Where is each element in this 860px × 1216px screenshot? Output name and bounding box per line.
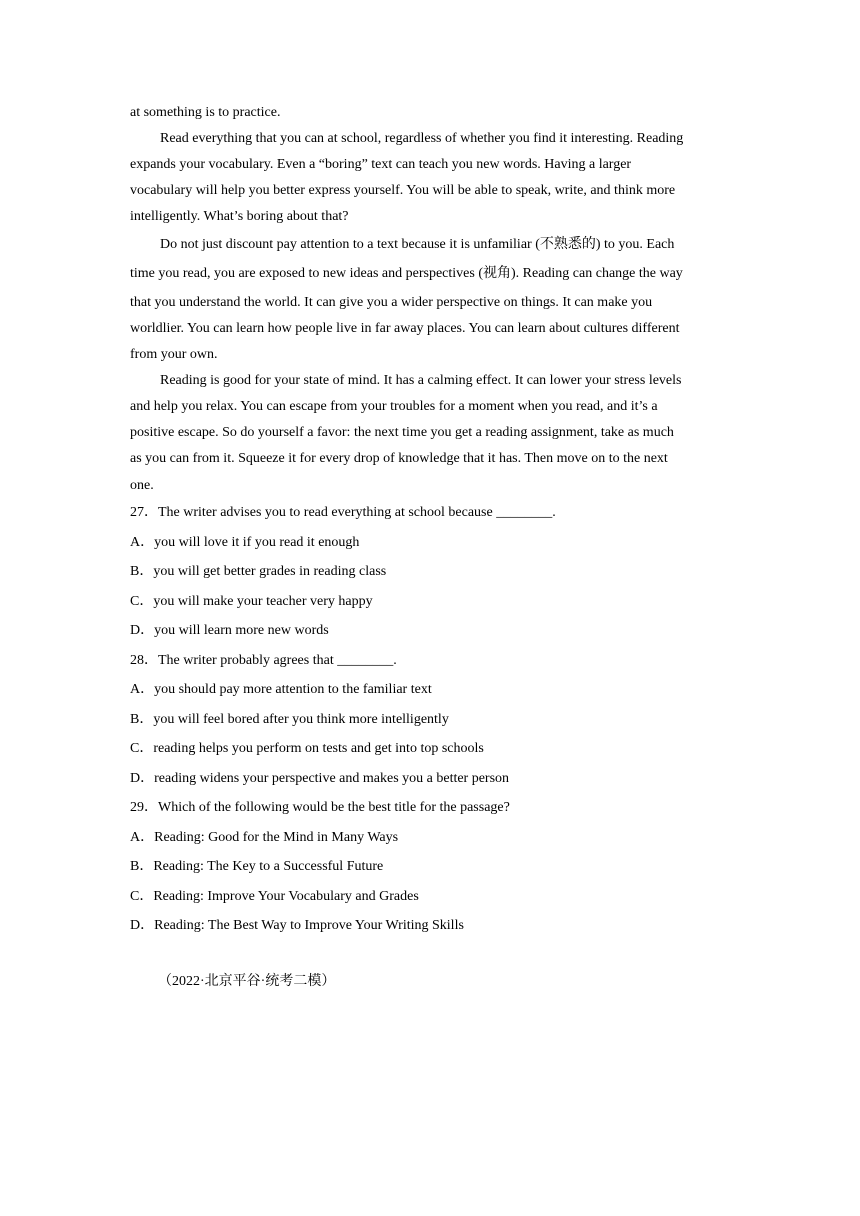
passage-line: Reading is good for your state of mind. It has a calming effect. It can lower your stress levels xyxy=(160,373,682,388)
question-stem: 28．The writer probably agrees that ________. xyxy=(130,653,397,668)
passage-line: at something is to practice. xyxy=(130,105,281,120)
passage-line: and help you relax. You can escape from your troubles for a moment when you read, and it’s a xyxy=(130,399,658,414)
answer-option: B．you will get better grades in reading class xyxy=(130,564,387,579)
passage-line: positive escape. So do yourself a favor: the next time you get a reading assignment, take as much xyxy=(130,425,674,440)
answer-option: A．you will love it if you read it enough xyxy=(130,535,360,550)
passage-line: intelligently. What’s boring about that? xyxy=(130,209,349,224)
answer-option: D．Reading: The Best Way to Improve Your Writing Skills xyxy=(130,918,464,933)
passage-line: from your own. xyxy=(130,347,218,362)
answer-option: C．reading helps you perform on tests and get into top schools xyxy=(130,741,484,756)
answer-option: B．you will feel bored after you think more intelligently xyxy=(130,712,449,727)
passage-line: Do not just discount pay attention to a text because it is unfamiliar (不熟悉的) to you. Each xyxy=(160,237,675,252)
answer-option: B．Reading: The Key to a Successful Future xyxy=(130,859,384,874)
passage-line: expands your vocabulary. Even a “boring” text can teach you new words. Having a larger xyxy=(130,157,632,172)
passage-line: worldlier. You can learn how people live in far away places. You can learn about cultures different xyxy=(130,321,680,336)
answer-option: D．reading widens your perspective and makes you a better person xyxy=(130,771,510,786)
passage-line: that you understand the world. It can give you a wider perspective on things. It can make you xyxy=(130,295,653,310)
passage-line: vocabulary will help you better express yourself. You will be able to speak, write, and think more xyxy=(130,183,676,198)
passage-line: Read everything that you can at school, regardless of whether you find it interesting. Reading xyxy=(160,131,684,146)
question-stem: 27．The writer advises you to read everything at school because ________. xyxy=(130,505,556,520)
passage-line: time you read, you are exposed to new ideas and perspectives (视角). Reading can change the way xyxy=(130,266,683,281)
question-stem: 29．Which of the following would be the best title for the passage? xyxy=(130,800,510,815)
passage-line: as you can from it. Squeeze it for every drop of knowledge that it has. Then move on to the next xyxy=(130,451,668,466)
answer-option: A．Reading: Good for the Mind in Many Ways xyxy=(130,830,399,845)
answer-option: A．you should pay more attention to the familiar text xyxy=(130,682,432,697)
source-note: （2022·北京平谷·统考二模） xyxy=(158,974,336,989)
answer-option: C．you will make your teacher very happy xyxy=(130,594,373,609)
answer-option: C．Reading: Improve Your Vocabulary and Grades xyxy=(130,889,419,904)
answer-option: D．you will learn more new words xyxy=(130,623,329,638)
passage-line: one. xyxy=(130,478,154,493)
